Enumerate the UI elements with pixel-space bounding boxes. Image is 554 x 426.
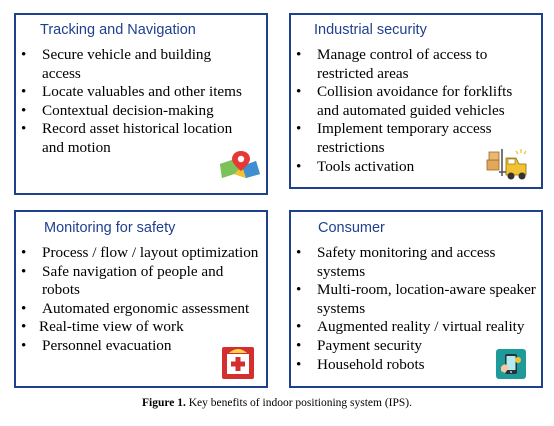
- list-item: • Personnel evacuation: [21, 336, 172, 354]
- list-item: • Record asset historical location and motion: [21, 120, 233, 156]
- list-item: • Process / flow / layout optimization: [21, 244, 259, 261]
- figure-label: Figure 1.: [141, 397, 186, 409]
- list-tracking-navigation: [18, 46, 246, 158]
- figure-caption: [0, 397, 554, 409]
- list-item: • Contextual decision-making: [21, 101, 214, 119]
- mobile-payment-icon: [496, 349, 526, 379]
- list-item: • Manage control of access to restricted areas: [296, 46, 488, 82]
- list-item: • Secure vehicle and building access: [21, 46, 212, 82]
- list-item: • Implement temporary access restrictions: [296, 120, 492, 156]
- panel-title-tracking-navigation: Tracking and Navigation: [40, 22, 196, 38]
- list-item: • Locate valuables and other items: [21, 83, 242, 101]
- list-item: • Collision avoidance for forklifts and automated guided vehicles: [296, 83, 513, 119]
- list-item: • Real-time view of work: [21, 318, 184, 336]
- list-monitoring-safety: [18, 244, 260, 356]
- list-item: • Tools activation: [296, 157, 415, 175]
- list-item: • Payment security: [296, 336, 423, 354]
- list-item: • Safety monitoring and access systems: [296, 244, 496, 280]
- list-item: • Multi-room, location-aware speaker systems: [296, 281, 536, 317]
- list-item: • Household robots: [296, 355, 425, 373]
- figure-caption-text: Key benefits of indoor positioning system (IPS).: [188, 397, 413, 409]
- list-item: • Augmented reality / virtual reality: [296, 318, 525, 336]
- panel-title-industrial-security: Industrial security: [314, 22, 427, 38]
- map-pin-icon: [218, 150, 262, 180]
- list-item: • Safe navigation of people and robots: [21, 262, 224, 299]
- forklift-icon: [486, 146, 534, 182]
- first-aid-icon: [221, 346, 255, 380]
- list-item: • Automated ergonomic assessment: [21, 299, 250, 317]
- panel-title-monitoring-safety: Monitoring for safety: [44, 220, 176, 236]
- panel-title-consumer: Consumer: [318, 220, 385, 236]
